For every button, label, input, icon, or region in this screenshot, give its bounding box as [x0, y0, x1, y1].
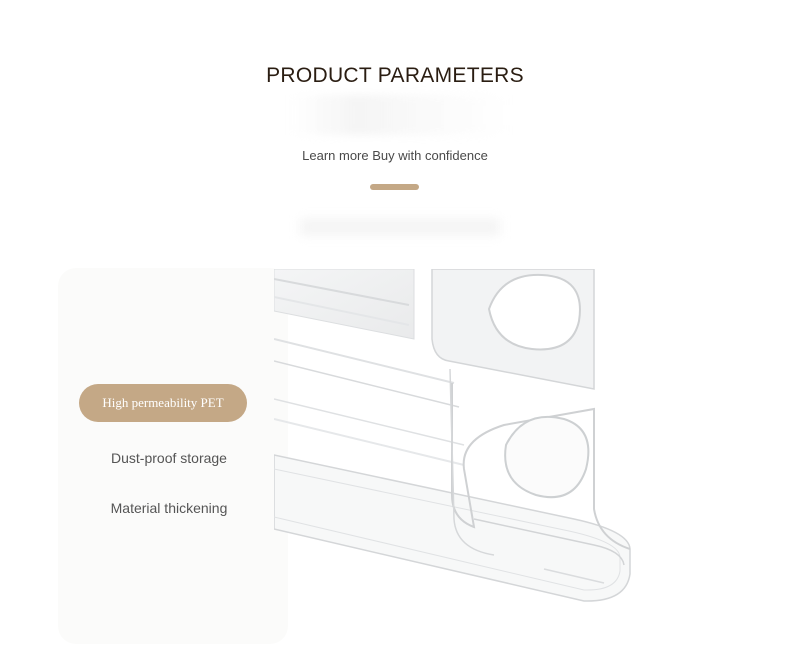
feature-tab-dust-proof[interactable]: Dust-proof storage	[111, 450, 227, 466]
feature-tab-active[interactable]: High permeability PET	[79, 384, 247, 422]
feature-tab-thickening[interactable]: Material thickening	[110, 500, 228, 516]
page-title: PRODUCT PARAMETERS	[266, 64, 524, 87]
product-image	[274, 269, 634, 645]
faded-background-text-2	[300, 218, 500, 236]
acrylic-organizer-icon	[274, 269, 634, 645]
faded-background-text	[290, 95, 510, 135]
title-accent-bar	[370, 184, 419, 190]
page-subtitle: Learn more Buy with confidence	[302, 148, 488, 163]
